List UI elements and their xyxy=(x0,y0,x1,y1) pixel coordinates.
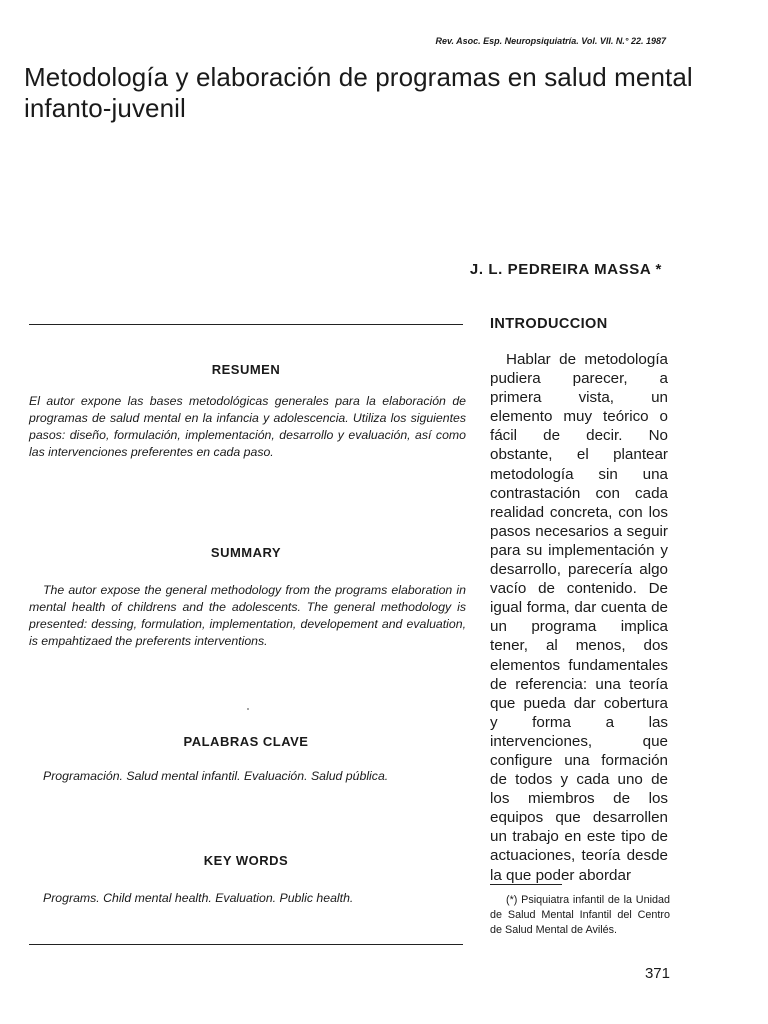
introduction-heading: INTRODUCCION xyxy=(490,316,608,332)
key-words-heading: KEY WORDS xyxy=(203,853,289,868)
footnote-divider xyxy=(490,884,562,885)
page-number: 371 xyxy=(644,965,670,982)
top-divider xyxy=(29,324,463,325)
palabras-clave-text: Programación. Salud mental infantil. Evaluación. Salud pública. xyxy=(43,769,389,783)
resumen-text: El autor expone las bases metodológicas generales para la elaboración de programas de salud mental en la infancia y adolescencia. Utiliza los siguientes pasos: diseño, formulación, implementación, desarrollo y evaluación, así como las intervenciones preferentes en cada paso. xyxy=(29,394,466,459)
summary-text: The autor expose the general methodology from the programs elaboration in mental health of childrens and the adolescents. The general methodology is presented: dessing, formulation, implementation, developement and evaluation, is empahtizaed the preferents interventions. xyxy=(29,583,466,648)
bottom-divider xyxy=(29,944,463,945)
summary-heading: SUMMARY xyxy=(210,545,282,560)
author-name: J. L. PEDREIRA MASSA * xyxy=(469,261,662,278)
introduction-text: Hablar de metodología pudiera parecer, a primera vista, un elemento muy teórico o fácil de decir. No obstante, el plantear metodología sin una contrastación con cada realidad concreta, con los pasos necesarios a seguir para su implementación y desarrollo, parecería algo vacío de contenido. De igual forma, dar cuenta de un programa implica tener, al menos, dos elementos fundamentales de referencia: una teoría que pueda dar cobertura y forma a las intervenciones, que configure una formación de todos y cada uno de los miembros de los equipos que desarrollen un trabajo en este tipo de actuaciones, teoría desde la que poder abordar xyxy=(490,351,668,884)
journal-reference: Rev. Asoc. Esp. Neuropsiquiatría. Vol. VII. N.° 22. 1987 xyxy=(435,36,666,46)
resumen-heading: RESUMEN xyxy=(211,362,281,377)
footnote-text: (*) Psiquiatra infantil de la Unidad de Salud Mental Infantil del Centro de Salud Mental de Avilés. xyxy=(490,894,670,936)
key-words-text: Programs. Child mental health. Evaluation. Public health. xyxy=(43,891,354,905)
stray-mark xyxy=(247,708,249,710)
article-title: Metodología y elaboración de programas en salud mental infanto-juvenil xyxy=(24,62,693,123)
palabras-clave-heading: PALABRAS CLAVE xyxy=(183,734,309,749)
